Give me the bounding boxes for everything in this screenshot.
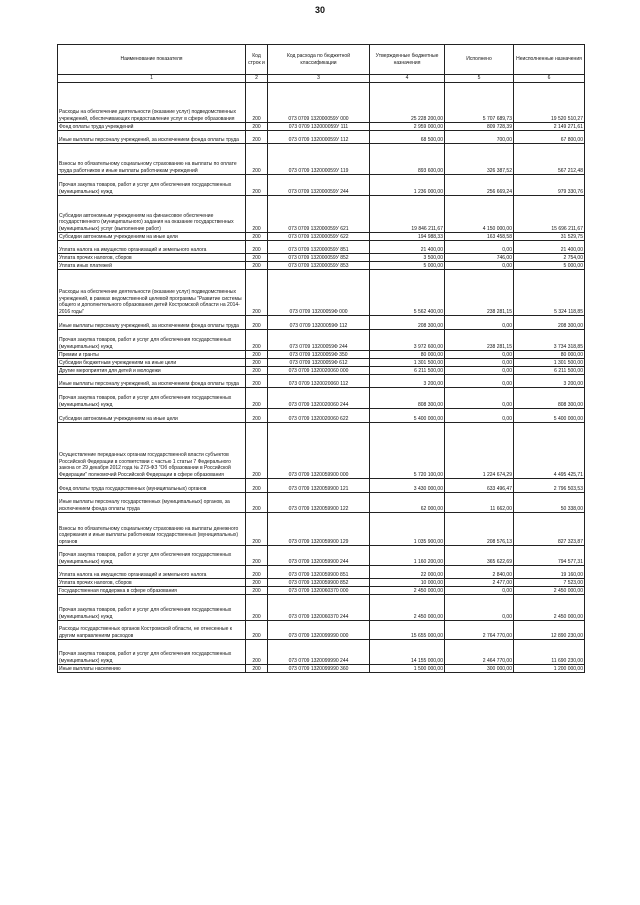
row-code: 200: [246, 262, 268, 270]
column-number: 5: [445, 75, 514, 83]
row-unexecuted: 567 212,48: [514, 144, 585, 175]
row-kbk: 073 0709 1320099990 244: [268, 640, 370, 665]
row-kbk: 073 0709 13200059Ф 000: [268, 270, 370, 316]
table-row: [58, 233, 585, 241]
row-kbk: 073 0709 13200059Ф 612: [268, 359, 370, 367]
header-executed: Исполнено: [445, 45, 514, 75]
row-name: Прочая закупка товаров, работ и услуг для обеспечения государственных (муниципальных) нужд: [58, 640, 246, 665]
column-number: 6: [514, 75, 585, 83]
row-unexecuted: 979 330,76: [514, 175, 585, 196]
table-row: [58, 254, 585, 262]
row-approved: 1 500 000,00: [370, 665, 445, 673]
table-row: [58, 665, 585, 673]
row-unexecuted: 12 890 230,00: [514, 621, 585, 640]
row-unexecuted: 5 000,00: [514, 262, 585, 270]
row-code: 200: [246, 665, 268, 673]
row-unexecuted: 19 520 510,27: [514, 83, 585, 123]
row-approved: 2 959 000,00: [370, 123, 445, 131]
row-name: Уплата прочих налогов, сборов: [58, 254, 246, 262]
row-code: 200: [246, 254, 268, 262]
header-unexecuted: Неисполненные назначения: [514, 45, 585, 75]
row-kbk: 073 0709 1320020060 000: [268, 367, 370, 375]
row-name: Субсидии автономным учреждениям на иные цели: [58, 233, 246, 241]
row-name: Расходы государственных органов Костромской области, не отнесенные к другим направлениям расходов: [58, 621, 246, 640]
row-unexecuted: 2 754,00: [514, 254, 585, 262]
table-row: [58, 175, 585, 196]
row-unexecuted: 11 690 230,00: [514, 640, 585, 665]
row-name: Иные выплаты персоналу учреждений, за исключением фонда оплаты труда: [58, 131, 246, 144]
table-row: [58, 144, 585, 175]
row-kbk: 073 0709 132000059У 112: [268, 131, 370, 144]
row-code: 200: [246, 233, 268, 241]
table-row: [58, 566, 585, 579]
row-code: 200: [246, 595, 268, 621]
row-kbk: 073 0709 1320099990 360: [268, 665, 370, 673]
row-approved: 1 160 200,00: [370, 546, 445, 566]
row-approved: 1 236 000,00: [370, 175, 445, 196]
row-unexecuted: 15 696 211,67: [514, 196, 585, 233]
row-unexecuted: 5 324 118,85: [514, 270, 585, 316]
row-unexecuted: 827 323,87: [514, 513, 585, 546]
row-approved: 62 000,00: [370, 493, 445, 513]
row-kbk: 073 0709 13200059Ф 112: [268, 316, 370, 330]
row-approved: 68 500,00: [370, 131, 445, 144]
row-approved: 21 400,00: [370, 241, 445, 254]
row-executed: 0,00: [445, 388, 514, 409]
row-name: Прочая закупка товаров, работ и услуг для обеспечения государственных (муниципальных) нужд: [58, 595, 246, 621]
row-unexecuted: 19 160,00: [514, 566, 585, 579]
row-code: 200: [246, 270, 268, 316]
row-code: 200: [246, 423, 268, 479]
row-unexecuted: 2 796 503,53: [514, 479, 585, 493]
row-unexecuted: 50 338,00: [514, 493, 585, 513]
row-kbk: 073 0709 1320020060 112: [268, 375, 370, 388]
row-unexecuted: 1 200 000,00: [514, 665, 585, 673]
table-row: [58, 493, 585, 513]
row-kbk: 073 0709 1320020060 244: [268, 388, 370, 409]
column-number: 4: [370, 75, 445, 83]
table-row: [58, 513, 585, 546]
table-row: [58, 409, 585, 423]
row-name: Прочая закупка товаров, работ и услуг для обеспечения государственных (муниципальных) нужд: [58, 175, 246, 196]
row-unexecuted: 3 200,00: [514, 375, 585, 388]
row-name: Субсидии автономным учреждениям на финансовое обеспечение государственного (муниципального) задания на оказание государственных (муниципальных) услуг (выполнение работ): [58, 196, 246, 233]
row-executed: 746,00: [445, 254, 514, 262]
row-name: Субсидии автономным учреждениям на иные цели: [58, 409, 246, 423]
row-name: Прочая закупка товаров, работ и услуг для обеспечения государственных (муниципальных) нужд: [58, 546, 246, 566]
table-row: [58, 375, 585, 388]
row-kbk: 073 0709 132000059У 244: [268, 175, 370, 196]
row-approved: 208 300,00: [370, 316, 445, 330]
table-row: [58, 241, 585, 254]
table-row: [58, 270, 585, 316]
row-kbk: 073 0709 1320059900 244: [268, 546, 370, 566]
row-executed: 11 662,00: [445, 493, 514, 513]
table-row: [58, 388, 585, 409]
page-number: 30: [314, 5, 325, 15]
row-name: Уплата налога на имущество организаций и земельного налога: [58, 241, 246, 254]
table-row: [58, 330, 585, 351]
table-row: [58, 640, 585, 665]
row-approved: 194 988,33: [370, 233, 445, 241]
row-code: 200: [246, 493, 268, 513]
row-code: 200: [246, 316, 268, 330]
row-approved: 22 000,00: [370, 566, 445, 579]
table-row: [58, 367, 585, 375]
row-unexecuted: 794 577,31: [514, 546, 585, 566]
row-name: Другие мероприятия для детей и молодежи: [58, 367, 246, 375]
row-approved: 3 972 600,00: [370, 330, 445, 351]
row-approved: 80 000,00: [370, 351, 445, 359]
row-name: Иные выплаты персоналу учреждений, за исключением фонда оплаты труда: [58, 316, 246, 330]
table-row: [58, 316, 585, 330]
row-approved: 5 720 100,00: [370, 423, 445, 479]
row-executed: 365 622,69: [445, 546, 514, 566]
row-name: Расходы на обеспечение деятельности (оказание услуг) подведомственных учреждений, обеспечивающих предоставление услуг в сфере образования: [58, 83, 246, 123]
row-executed: 238 281,15: [445, 270, 514, 316]
table-row: [58, 359, 585, 367]
row-executed: 2 477,00: [445, 579, 514, 587]
row-approved: 19 846 211,67: [370, 196, 445, 233]
column-number: 2: [246, 75, 268, 83]
row-code: 200: [246, 546, 268, 566]
row-kbk: 073 0709 1320060370 000: [268, 587, 370, 595]
row-unexecuted: 2 450 000,00: [514, 595, 585, 621]
row-code: 200: [246, 144, 268, 175]
table-row: [58, 83, 585, 123]
row-name: Иные выплаты персоналу государственных (муниципальных) органов, за исключением фонда оплаты труда: [58, 493, 246, 513]
row-code: 200: [246, 131, 268, 144]
row-approved: 14 155 000,00: [370, 640, 445, 665]
row-code: 200: [246, 175, 268, 196]
row-kbk: 073 0709 1320020060 622: [268, 409, 370, 423]
row-code: 200: [246, 351, 268, 359]
row-executed: 700,00: [445, 131, 514, 144]
table-row: [58, 546, 585, 566]
row-code: 200: [246, 566, 268, 579]
row-executed: 0,00: [445, 262, 514, 270]
table-row: [58, 423, 585, 479]
row-unexecuted: 4 495 425,71: [514, 423, 585, 479]
row-unexecuted: 67 800,00: [514, 131, 585, 144]
row-kbk: 073 0709 132000059У 111: [268, 123, 370, 131]
row-executed: 163 458,58: [445, 233, 514, 241]
row-executed: 208 576,13: [445, 513, 514, 546]
row-approved: 25 228 200,00: [370, 83, 445, 123]
row-approved: 3 430 000,00: [370, 479, 445, 493]
row-approved: 5 400 000,00: [370, 409, 445, 423]
row-executed: 0,00: [445, 316, 514, 330]
row-executed: 5 707 689,73: [445, 83, 514, 123]
row-executed: 633 496,47: [445, 479, 514, 493]
row-unexecuted: 21 400,00: [514, 241, 585, 254]
header-name: Наименование показателя: [58, 45, 246, 75]
row-executed: 1 224 674,29: [445, 423, 514, 479]
row-code: 200: [246, 409, 268, 423]
row-executed: 326 387,52: [445, 144, 514, 175]
row-approved: 893 600,00: [370, 144, 445, 175]
row-kbk: 073 0709 132000059У 853: [268, 262, 370, 270]
row-unexecuted: 808 300,00: [514, 388, 585, 409]
column-number: 1: [58, 75, 246, 83]
row-kbk: 073 0709 132000059У 621: [268, 196, 370, 233]
row-approved: 2 450 000,00: [370, 595, 445, 621]
row-approved: 1 035 900,00: [370, 513, 445, 546]
row-unexecuted: 2 149 271,61: [514, 123, 585, 131]
row-executed: 300 000,00: [445, 665, 514, 673]
row-code: 200: [246, 83, 268, 123]
row-executed: 2 464 770,00: [445, 640, 514, 665]
row-kbk: 073 0709 132000059У 851: [268, 241, 370, 254]
row-name: Взносы по обязательному социальному страхованию на выплаты по оплате труда работников и иные выплаты работникам учреждений: [58, 144, 246, 175]
column-numbers-row: [58, 75, 585, 83]
row-unexecuted: 80 000,00: [514, 351, 585, 359]
row-unexecuted: 6 211 500,00: [514, 367, 585, 375]
row-code: 200: [246, 640, 268, 665]
row-kbk: 073 0709 132000059У 000: [268, 83, 370, 123]
row-kbk: 073 0709 132000059У 852: [268, 254, 370, 262]
table-row: [58, 196, 585, 233]
row-approved: 6 211 500,00: [370, 367, 445, 375]
row-kbk: 073 0709 1320099990 000: [268, 621, 370, 640]
row-name: Уплата налога на имущество организаций и земельного налога: [58, 566, 246, 579]
row-kbk: 073 0709 132000059У 119: [268, 144, 370, 175]
row-executed: 0,00: [445, 241, 514, 254]
row-name: Расходы на обеспечение деятельности (оказание услуг) подведомственных учреждений, в рамках ведомственной целевой программы "Развитие системы общего и дополнительного образования детей Костромской области на 2014-2016 годы": [58, 270, 246, 316]
table-row: [58, 579, 585, 587]
row-kbk: 073 0709 1320060370 244: [268, 595, 370, 621]
row-approved: 3 200,00: [370, 375, 445, 388]
row-approved: 5 000,00: [370, 262, 445, 270]
row-name: Уплата иных платежей: [58, 262, 246, 270]
table-body: [58, 83, 585, 673]
row-code: 200: [246, 479, 268, 493]
row-kbk: 073 0709 132000059У 622: [268, 233, 370, 241]
row-kbk: 073 0709 13200059Ф 244: [268, 330, 370, 351]
table-row: [58, 262, 585, 270]
row-executed: 0,00: [445, 375, 514, 388]
row-name: Уплата прочих налогов, сборов: [58, 579, 246, 587]
row-name: Фонд оплаты труда учреждений: [58, 123, 246, 131]
header-kbk: Код расхода по бюджетной классификации: [268, 45, 370, 75]
row-executed: 4 150 000,00: [445, 196, 514, 233]
row-code: 200: [246, 196, 268, 233]
row-approved: 10 000,00: [370, 579, 445, 587]
row-code: 200: [246, 367, 268, 375]
table-row: [58, 587, 585, 595]
row-kbk: 073 0709 13200059Ф 350: [268, 351, 370, 359]
row-code: 200: [246, 375, 268, 388]
row-executed: 0,00: [445, 351, 514, 359]
row-name: Прочая закупка товаров, работ и услуг для обеспечения государственных (муниципальных) нужд: [58, 330, 246, 351]
table-row: [58, 131, 585, 144]
table-row: [58, 621, 585, 640]
row-code: 200: [246, 123, 268, 131]
row-kbk: 073 0709 1320059900 129: [268, 513, 370, 546]
table-row: [58, 595, 585, 621]
column-number: 3: [268, 75, 370, 83]
row-executed: 256 669,24: [445, 175, 514, 196]
row-executed: 0,00: [445, 359, 514, 367]
row-executed: 2 840,00: [445, 566, 514, 579]
row-executed: 0,00: [445, 367, 514, 375]
table-row: [58, 123, 585, 131]
row-kbk: 073 0709 1320059900 852: [268, 579, 370, 587]
header-code: Код строк и: [246, 45, 268, 75]
table-row: [58, 479, 585, 493]
row-approved: 808 300,00: [370, 388, 445, 409]
row-unexecuted: 1 301 500,00: [514, 359, 585, 367]
expenses-table: [57, 44, 585, 673]
row-executed: 0,00: [445, 595, 514, 621]
row-code: 200: [246, 587, 268, 595]
row-name: Иные выплаты персоналу учреждений, за исключением фонда оплаты труда: [58, 375, 246, 388]
row-unexecuted: 7 523,00: [514, 579, 585, 587]
row-unexecuted: 2 450 000,00: [514, 587, 585, 595]
row-unexecuted: 31 529,75: [514, 233, 585, 241]
row-code: 200: [246, 579, 268, 587]
row-kbk: 073 0709 1320059900 121: [268, 479, 370, 493]
row-executed: 0,00: [445, 409, 514, 423]
row-name: Премии и гранты: [58, 351, 246, 359]
row-code: 200: [246, 388, 268, 409]
row-unexecuted: 5 400 000,00: [514, 409, 585, 423]
row-unexecuted: 208 300,00: [514, 316, 585, 330]
header-approved: Утвержденные бюджетные назначения: [370, 45, 445, 75]
row-code: 200: [246, 359, 268, 367]
row-executed: 2 764 770,00: [445, 621, 514, 640]
row-name: Иные выплаты населению: [58, 665, 246, 673]
row-approved: 1 301 500,00: [370, 359, 445, 367]
table-row: [58, 351, 585, 359]
row-approved: 15 655 000,00: [370, 621, 445, 640]
row-code: 200: [246, 241, 268, 254]
row-kbk: 073 0709 1320059900 000: [268, 423, 370, 479]
row-approved: 5 562 400,00: [370, 270, 445, 316]
header-row: [58, 45, 585, 75]
row-unexecuted: 3 734 318,85: [514, 330, 585, 351]
row-code: 200: [246, 621, 268, 640]
row-approved: 3 500,00: [370, 254, 445, 262]
row-executed: 0,00: [445, 587, 514, 595]
row-code: 200: [246, 513, 268, 546]
row-name: Фонд оплаты труда государственных (муниципальных) органов: [58, 479, 246, 493]
row-kbk: 073 0709 1320059900 122: [268, 493, 370, 513]
row-kbk: 073 0709 1320059900 851: [268, 566, 370, 579]
row-name: Осуществление переданных органам государственной власти субъектов Российской Федерации в соответствии с частью 1 статьи 7 Федерального закона от 29 декабря 2012 года № 273-ФЗ "Об образовании в Российской Федерации" полномочий Российской Федерации в сфере образования: [58, 423, 246, 479]
row-approved: 2 450 000,00: [370, 587, 445, 595]
row-code: 200: [246, 330, 268, 351]
row-name: Государственная поддержка в сфере образования: [58, 587, 246, 595]
row-executed: 238 281,15: [445, 330, 514, 351]
row-name: Прочая закупка товаров, работ и услуг для обеспечения государственных (муниципальных) нужд: [58, 388, 246, 409]
row-name: Субсидии бюджетным учреждениям на иные цели: [58, 359, 246, 367]
row-name: Взносы по обязательному социальному страхованию на выплаты денежного содержания и иные выплаты работникам государственных (муниципальных) органов: [58, 513, 246, 546]
row-executed: 809 728,39: [445, 123, 514, 131]
